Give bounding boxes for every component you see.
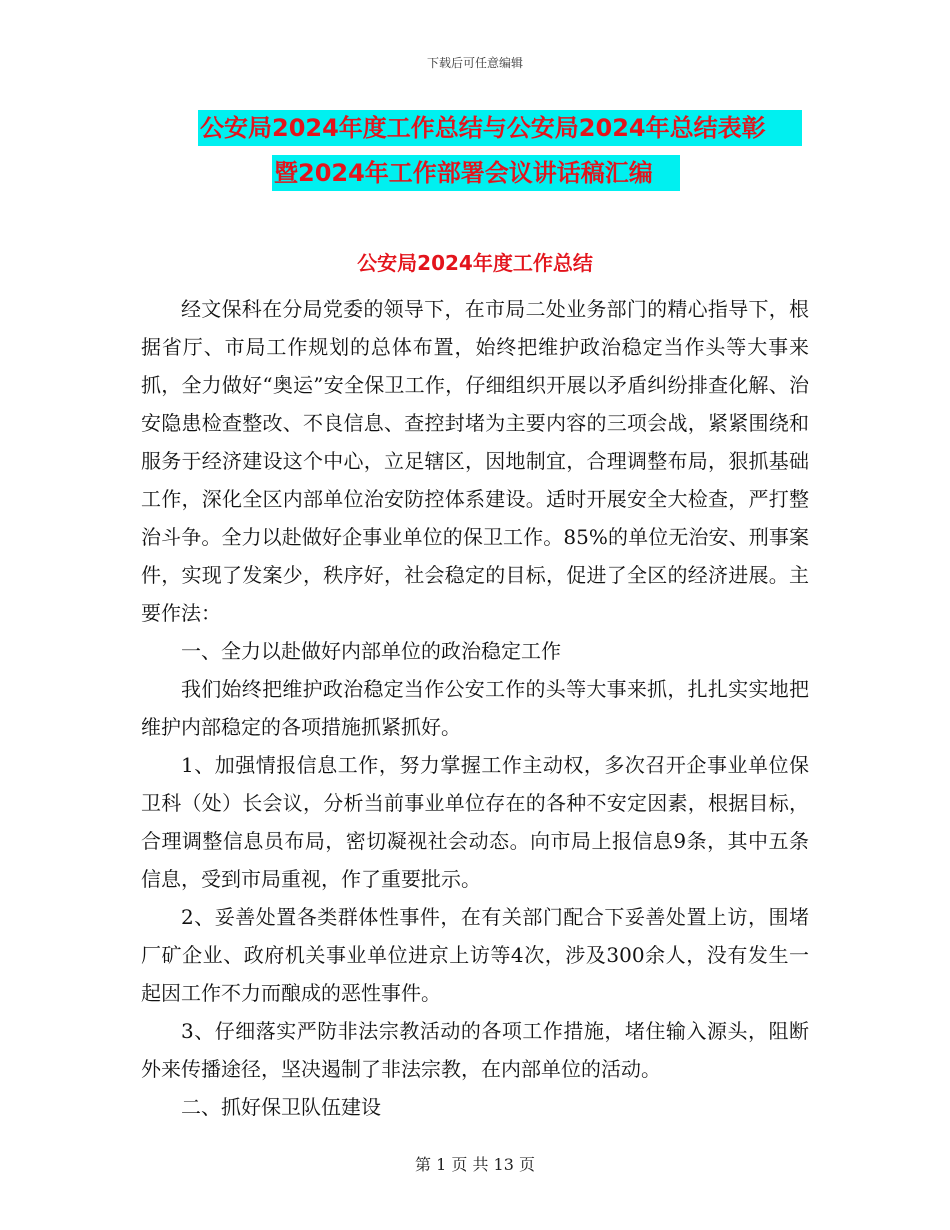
paragraph-item-3: 3、仔细落实严防非法宗教活动的各项工作措施，堵住输入源头，阻断外来传播途径，坚决遏制了非法宗教，在内部单位的活动。	[141, 1019, 809, 1081]
document-body	[141, 290, 809, 1126]
page-header-note: 下载后可任意编辑	[426, 56, 523, 70]
paragraph-item-1: 1、加强情报信息工作，努力掌握工作主动权，多次召开企事业单位保卫科（处）长会议，分析当前事业单位存在的各种不安定因素，根据目标，合理调整信息员布局，密切凝视社会动态。向市局上报信息9条，其中五条信息，受到市局重视，作了重要批示。	[141, 753, 809, 891]
paragraph-intro: 经文保科在分局党委的领导下，在市局二处业务部门的精心指导下，根据省厅、市局工作规划的总体布置，始终把维护政治稳定当作头等大事来抓，全力做好“奥运”安全保卫工作，仔细组织开展以矛盾纠纷排查化解、治安隐患检查整改、不良信息、查控封堵为主要内容的三项会战，紧紧围绕和服务于经济建设这个中心，立足辖区，因地制宜，合理调整布局，狠抓基础工作，深化全区内部单位治安防控体系建设。适时开展安全大检查，严打整治斗争。全力以赴做好企事业单位的保卫工作。85%的单位无治安、刑事案件，实现了发案少，秩序好，社会稳定的目标，促进了全区的经济进展。主要作法：	[141, 297, 809, 625]
document-title-line-2: 暨2024年工作部署会议讲话稿汇编	[272, 155, 680, 191]
section-title: 公安局2024年度工作总结	[357, 251, 593, 275]
paragraph: 我们始终把维护政治稳定当作公安工作的头等大事来抓，扎扎实实地把维护内部稳定的各项措施抓紧抓好。	[141, 677, 809, 739]
paragraph-item-2: 2、妥善处置各类群体性事件，在有关部门配合下妥善处置上访，围堵厂矿企业、政府机关事业单位进京上访等4次，涉及300余人，没有发生一起因工作不力而酿成的恶性事件。	[141, 905, 809, 1005]
page-number-footer: 第 1 页 共 13 页	[415, 1155, 535, 1174]
paragraph-heading-one: 一、全力以赴做好内部单位的政治稳定工作	[181, 639, 561, 663]
paragraph-heading-two: 二、抓好保卫队伍建设	[181, 1095, 381, 1119]
document-title-line-1: 公安局2024年度工作总结与公安局2024年总结表彰	[198, 110, 802, 146]
